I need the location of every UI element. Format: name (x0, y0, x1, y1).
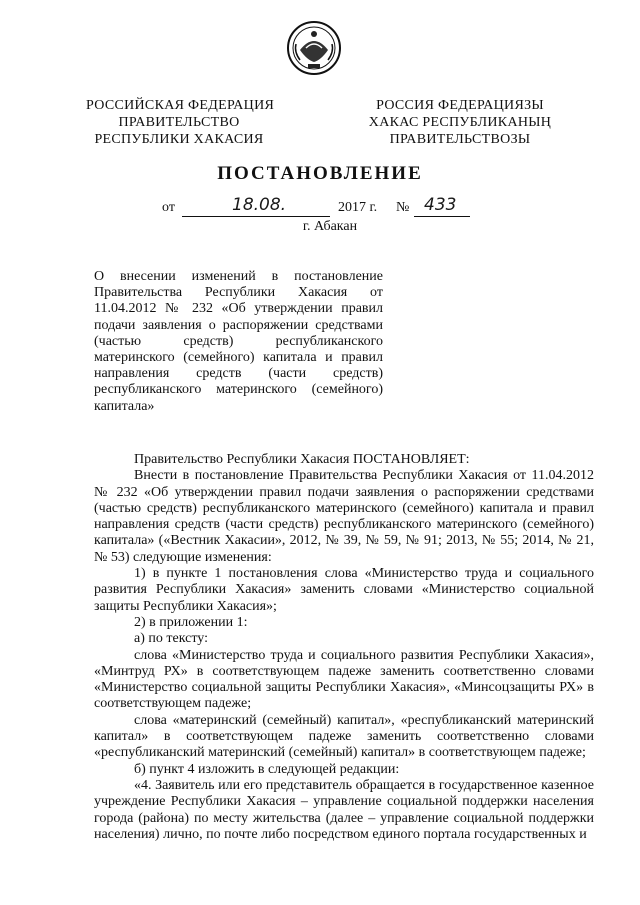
number-label: № (396, 200, 410, 215)
header-right-line: ХАКАС РЕСПУБЛИКАНЫҢ (368, 115, 552, 130)
body-paragraph: слова «Министерство труда и социального развития Республики Хакасия», «Минтруд РХ» в соответствующем падеже заменить соответственно словами «Министерство социальной защиты Республики Хакасия», «Минсоцзащиты РХ» в соответствующем падеже; (94, 647, 594, 712)
body-paragraph: Внести в постановление Правительства Республики Хакасия от 11.04.2012 № 232 «Об утверждении правил подачи заявления о распоряжении средствами (частью средств) республиканского материнского (семейного) капитала и правил направления средств (части средств) республиканского материнского (семейного) капитала» («Вестник Хакасии», 2012, № 39, № 59, № 91; 2013, № 55; 2014, № 21, № 53) следующие изменения: (94, 468, 594, 565)
body-paragraph: а) по тексту: (134, 631, 209, 647)
body-paragraph: 1) в пункте 1 постановления слова «Министерство труда и социального развития Республики Хакасия» заменить словами «Министерство социальной защиты Республики Хакасия»; (94, 566, 594, 614)
header-left-line: РЕСПУБЛИКИ ХАКАСИЯ (94, 132, 264, 147)
header-left-line: РОССИЙСКАЯ ФЕДЕРАЦИЯ (86, 98, 275, 113)
header-left-line: ПРАВИТЕЛЬСТВО (118, 115, 240, 130)
body-paragraph: «4. Заявитель или его представитель обращается в государственное казенное учреждение Республики Хакасия – управление социальной поддержки населения города (района) по месту жительства (далее – управление социальной поддержки населения) лично, по почте либо посредством единого портала государственных и (94, 777, 594, 842)
header-right-line: РОССИЯ ФЕДЕРАЦИЯЗЫ (376, 98, 544, 113)
date-from-label: от (162, 200, 175, 215)
number-handwritten: 433 (424, 195, 457, 215)
body-paragraph: 2) в приложении 1: (134, 614, 248, 630)
date-number-line (0, 195, 640, 220)
body-paragraph: Правительство Республики Хакасия ПОСТАНОВЛЯЕТ: (134, 452, 470, 467)
document-subject: О внесении изменений в постановление Правительства Республики Хакасия от 11.04.2012 № 232 «Об утверждении правил подачи заявления о распоряжении средствами (частью средств) республиканского материнского (семейного) капитала и правил направления средств (части средств) республиканского материнского (семейного) капитала» (94, 269, 383, 414)
body-paragraph: слова «материнский (семейный) капитал», «республиканский материнский капитал» в соответствующем падеже заменить соответственно словами «республиканский материнский (семейный) капитал» в соответствующем падеже; (94, 712, 594, 761)
date-handwritten: 18.08. (232, 195, 287, 215)
header-right (350, 97, 570, 148)
year-label: 2017 г. (338, 200, 378, 215)
header-left (86, 97, 275, 148)
city-label: г. Абакан (302, 219, 358, 234)
number-underline (414, 216, 470, 217)
body-paragraph: б) пункт 4 изложить в следующей редакции: (134, 761, 400, 777)
header-right-line: ПРАВИТЕЛЬСТВОЗЫ (389, 132, 531, 147)
document-title: ПОСТАНОВЛЕНИЕ (217, 163, 423, 184)
coat-of-arms-khakassia-icon (286, 20, 342, 76)
document-body (94, 452, 594, 843)
date-underline (182, 216, 330, 217)
